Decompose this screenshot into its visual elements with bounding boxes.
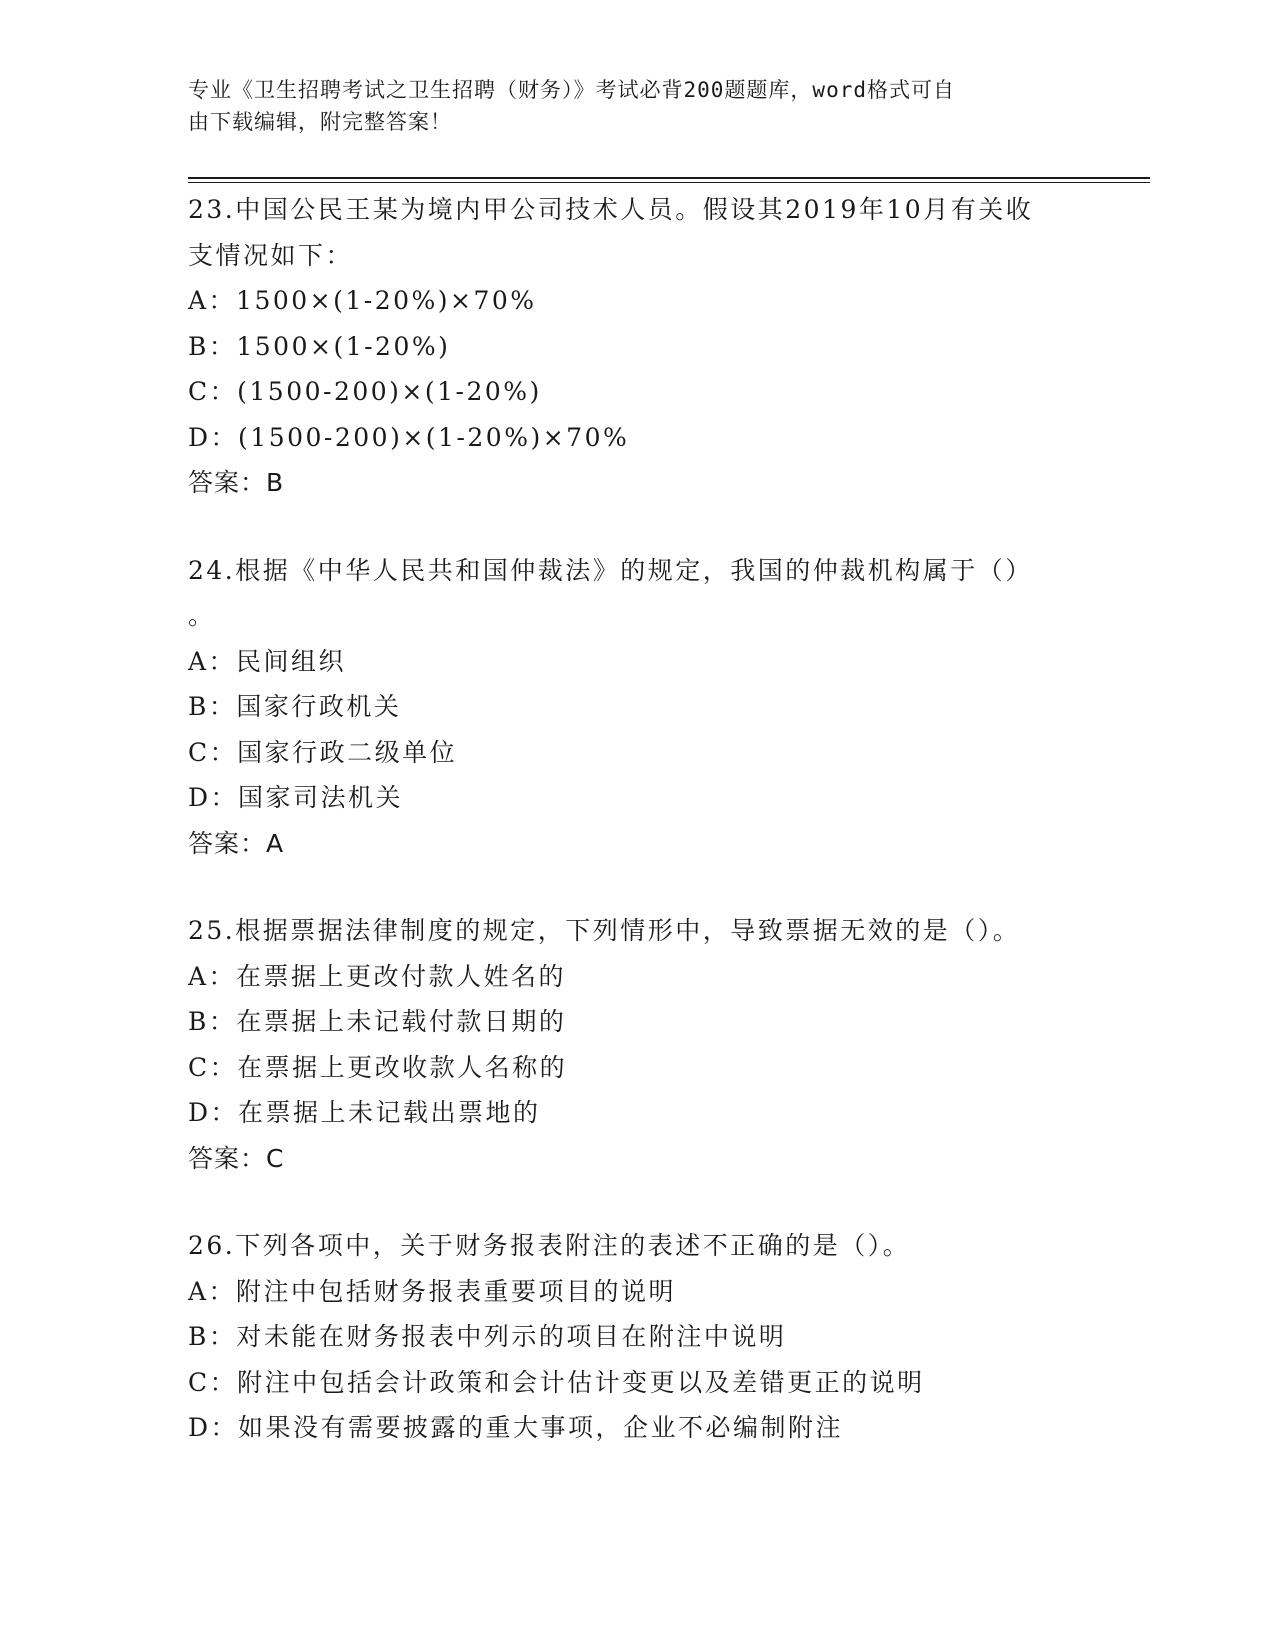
- option-d: D：在票据上未记载出票地的: [188, 1098, 541, 1127]
- question-stem: 。: [188, 601, 216, 630]
- question-23: [188, 187, 1088, 506]
- document-header: [188, 74, 1068, 138]
- question-stem: 26.下列各项中，关于财务报表附注的表述不正确的是（）。: [188, 1231, 911, 1260]
- option-b: B：国家行政机关: [188, 692, 402, 721]
- option-a: A：附注中包括财务报表重要项目的说明: [188, 1276, 677, 1306]
- question-26: [188, 1223, 1088, 1451]
- option-c: C：国家行政二级单位: [188, 737, 458, 767]
- answer: 答案：B: [188, 468, 285, 497]
- option-d: D：如果没有需要披露的重大事项，企业不必编制附注: [188, 1413, 844, 1442]
- option-c: C：附注中包括会计政策和会计估计变更以及差错更正的说明: [188, 1367, 925, 1397]
- answer: 答案：A: [188, 828, 285, 858]
- option-a: A：民间组织: [188, 646, 347, 676]
- header-divider-thin: [188, 182, 1150, 183]
- question-stem: 23.中国公民王某为境内甲公司技术人员。假设其2019年10月有关收: [188, 195, 1034, 224]
- answer: 答案：C: [188, 1143, 285, 1173]
- option-b: B：1500×(1-20%): [188, 331, 451, 361]
- question-25: [188, 908, 1088, 1181]
- header-line-2: 由下载编辑，附完整答案！: [188, 110, 452, 134]
- header-line-1: 专业《卫生招聘考试之卫生招聘（财务）》考试必背200题题库，word格式可自: [188, 78, 955, 102]
- option-d: D：国家司法机关: [188, 783, 404, 812]
- option-b: B：在票据上未记载付款日期的: [188, 1007, 567, 1036]
- option-a: A：在票据上更改付款人姓名的: [188, 961, 567, 991]
- option-d: D：(1500-200)×(1-20%)×70%: [188, 422, 630, 452]
- question-list: [188, 187, 1088, 1493]
- question-stem: 支情况如下：: [188, 240, 354, 270]
- option-a: A：1500×(1-20%)×70%: [188, 286, 537, 315]
- question-stem: 25.根据票据法律制度的规定，下列情形中，导致票据无效的是（）。: [188, 916, 1021, 945]
- question-24: [188, 548, 1088, 867]
- header-divider-thick: [188, 177, 1150, 179]
- question-stem: 24.根据《中华人民共和国仲裁法》的规定，我国的仲裁机构属于（）: [188, 555, 1033, 585]
- option-c: C：在票据上更改收款人名称的: [188, 1052, 568, 1082]
- option-b: B：对未能在财务报表中列示的项目在附注中说明: [188, 1322, 787, 1351]
- option-c: C：(1500-200)×(1-20%): [188, 377, 542, 406]
